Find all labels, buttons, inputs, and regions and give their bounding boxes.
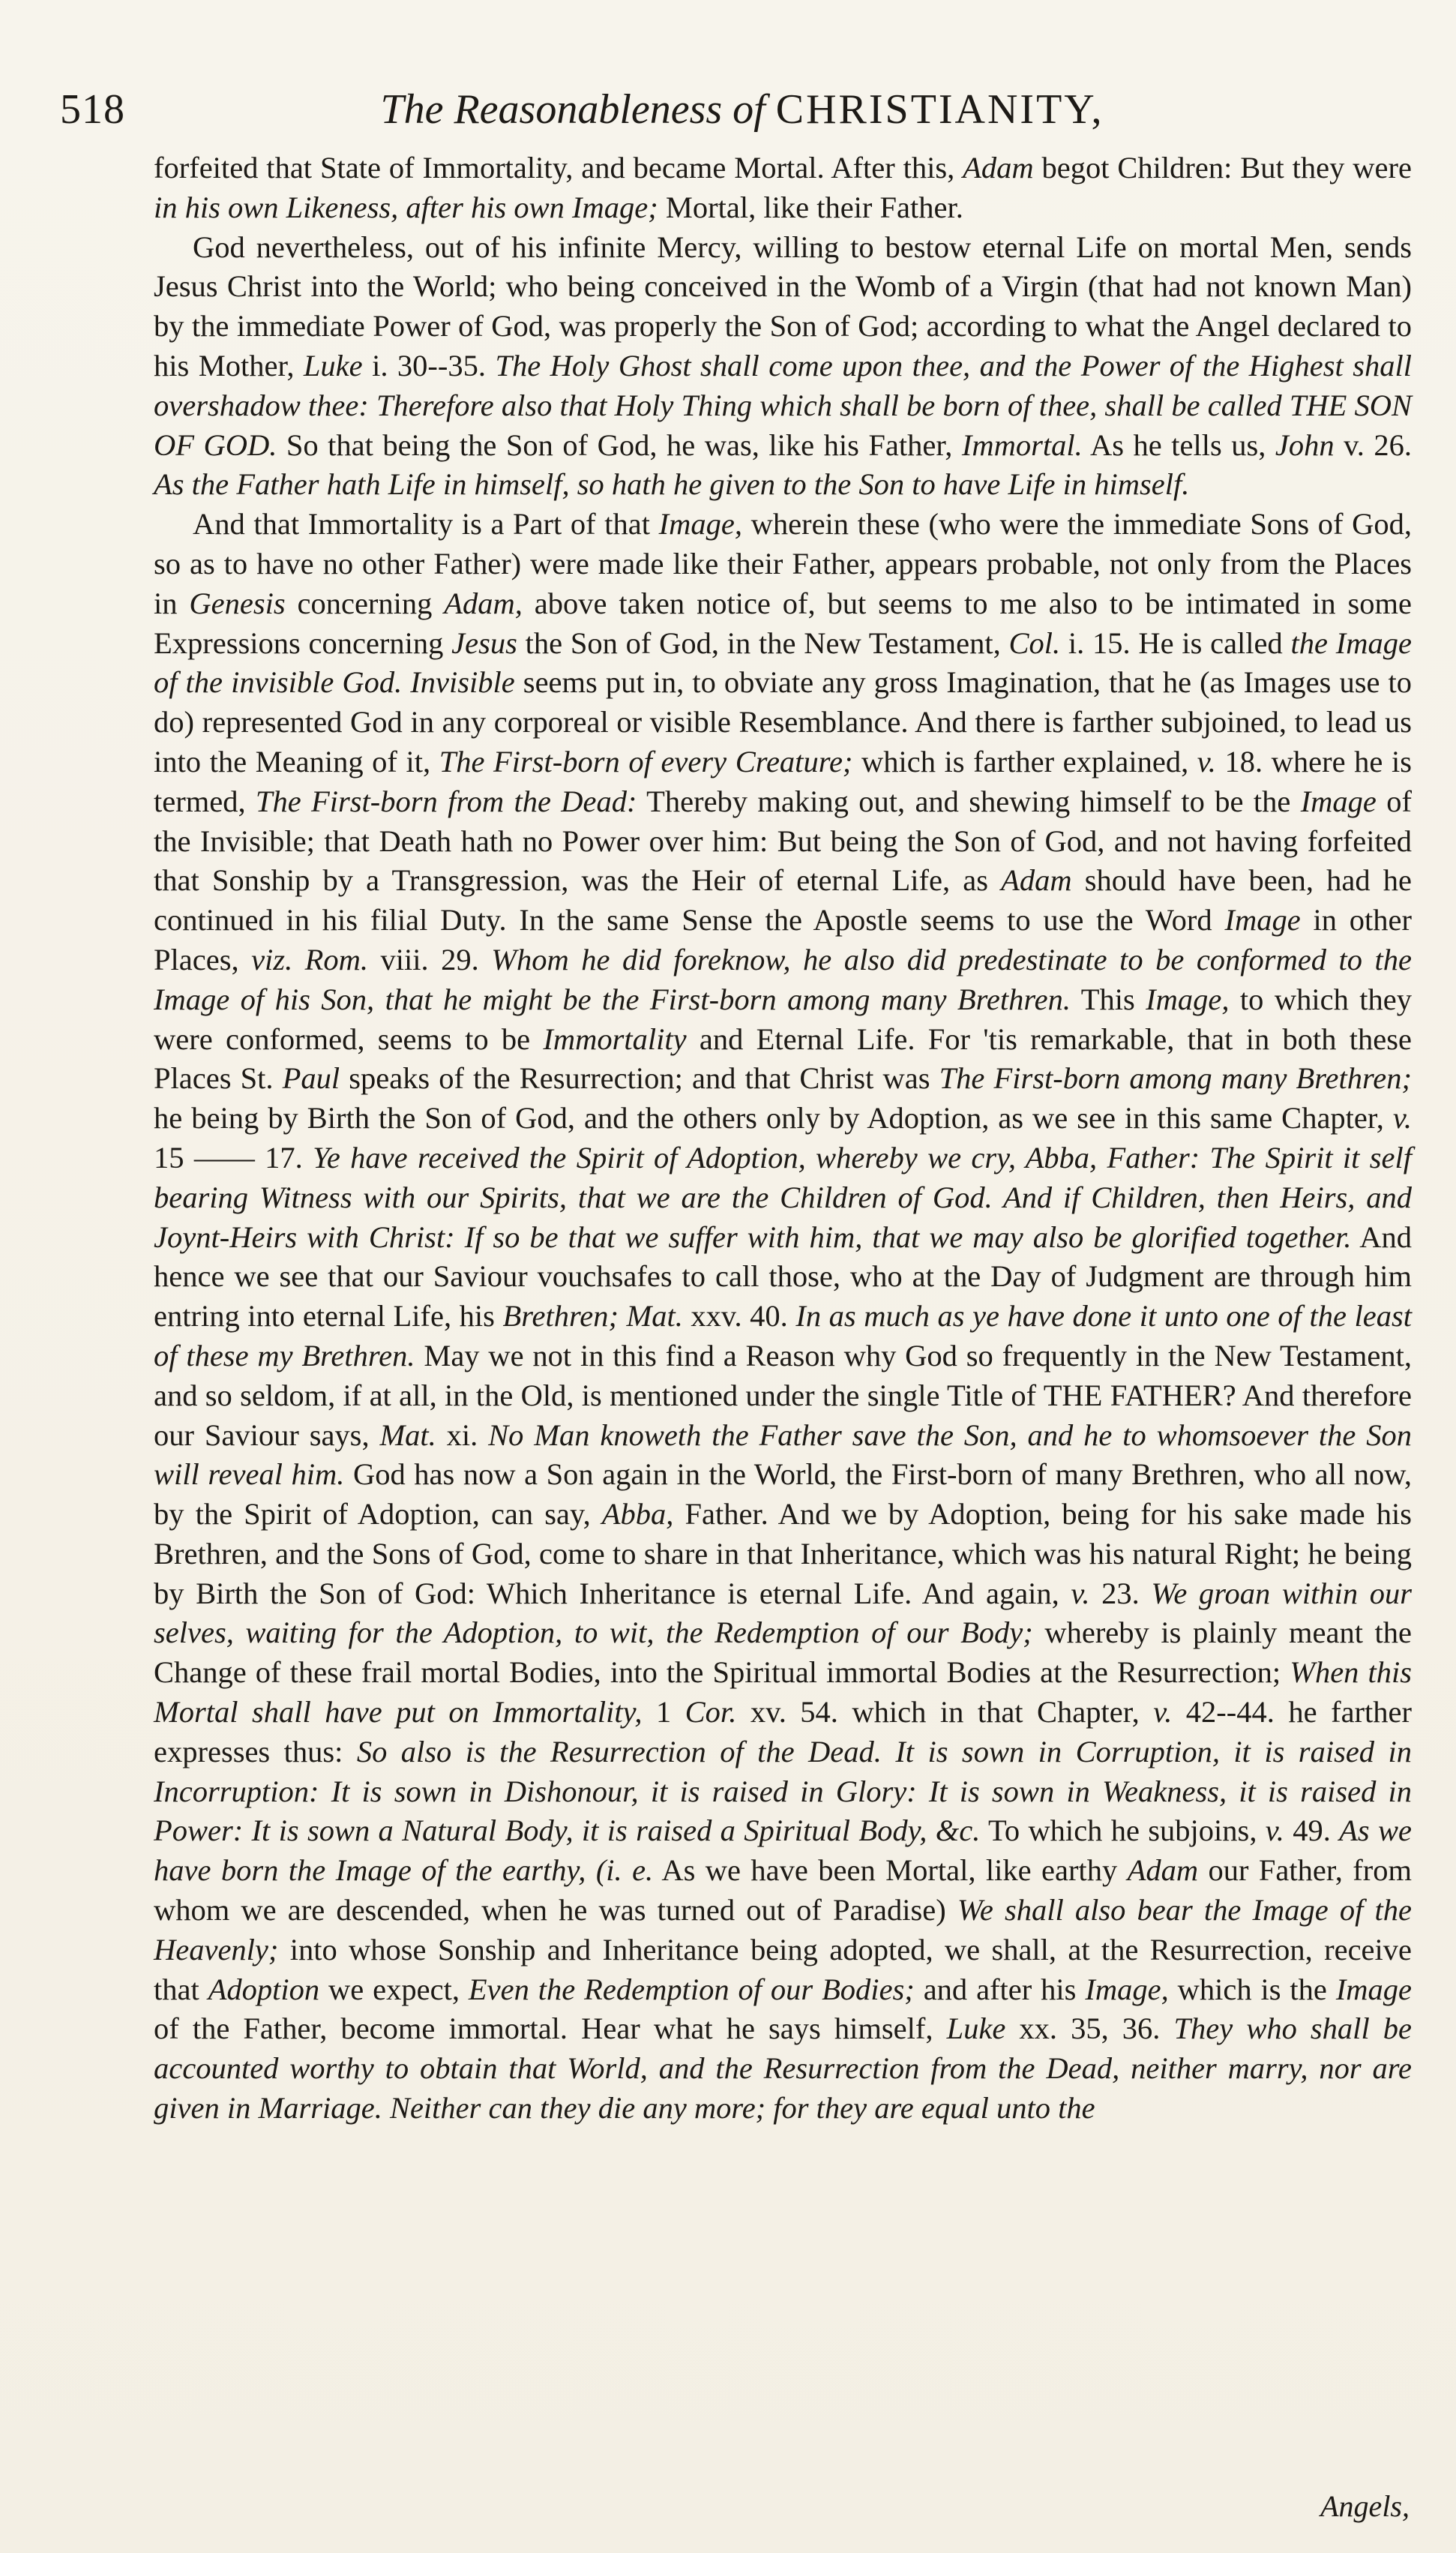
italic-text: Paul [282, 1061, 340, 1096]
italic-text: Immortal. [961, 428, 1083, 462]
text-run: 23. [1089, 1576, 1152, 1610]
text-run: wherein these (who were the immediate Sons of God, so as to have no other Father) were made like their Father, appears probable, not only from the Places in [154, 507, 1412, 620]
text-run: into whose Sonship and Inheritance being adopted, we shall, at the Resurrection, receive that [154, 1932, 1412, 2006]
italic-text: The First-born from the Dead: [255, 784, 637, 818]
italic-text: The First-born of every Creature; [439, 744, 853, 778]
text-run: above taken notice of, but seems to me also to be intimated in some Expressions concerning [154, 586, 1412, 660]
text-run: whereby is plainly meant the Change of these frail mortal Bodies, into the Spiritual immortal Bodies at the Resurrection; [154, 1616, 1412, 1690]
text-run: 49. [1284, 1814, 1340, 1848]
italic-text: Image [1224, 903, 1301, 938]
italic-text: Luke [303, 348, 363, 382]
text-run: xx. 35, 36. [1005, 2012, 1174, 2046]
italic-text: Even the Redemption of our Bodies; [468, 1972, 915, 2006]
italic-text: The Holy Ghost shall come upon thee, and the Power of the Highest shall overshadow thee: Therefore also that Holy Thing which shall be born of thee, shall be called THE SON OF GOD. [154, 348, 1412, 462]
running-head-caps: CHRISTIANITY, [775, 86, 1104, 133]
italic-text: v. [1153, 1695, 1173, 1730]
italic-text: Ye have received the Spirit of Adoption, whereby we cry, Abba, Father: The Spirit it self bearing Witness with our Spirits, that we are the Children of God. And if Children, then Heirs, and Joynt-Heirs with Christ: If so be that we suffer with him, that we may also be glorified together. [154, 1140, 1412, 1254]
text-run: Father. And we by Adoption, being for his sake made his Brethren, and the Sons of God, come to share in that Inheritance, which was his natural Right; he being by Birth the Son of God: Which Inheritance is eternal Life. And again, [154, 1497, 1412, 1610]
text-run: speaks of the Resurrection; and that Christ was [340, 1061, 939, 1096]
italic-text: Brethren; Mat. [502, 1299, 683, 1334]
italic-text: v. [1265, 1814, 1284, 1848]
italic-text: When this Mortal shall have put on Immortality, [154, 1655, 1412, 1730]
text-run: and Eternal Life. For 'tis remarkable, that in both these Places St. [154, 1022, 1412, 1096]
text-run: As we have been Mortal, like earthy [653, 1853, 1128, 1888]
italic-text: Adam [1127, 1853, 1199, 1888]
body-text [154, 148, 1412, 2128]
text-run: our Father, from whom we are descended, when he was turned out of Paradise) [154, 1853, 1412, 1928]
text-run: concerning [285, 586, 445, 620]
page-header [60, 82, 1425, 150]
text-run: which is farther explained, [852, 744, 1197, 778]
text-run: And hence we see that our Saviour vouchsafes to call those, who at the Day of Judgment are through him entring into eternal Life, his [154, 1220, 1413, 1334]
italic-text: v. [1197, 744, 1216, 778]
italic-text: Col. [1008, 626, 1061, 660]
italic-text: Mat. [379, 1418, 436, 1452]
italic-text: The First-born among many Brethren; [939, 1061, 1413, 1096]
text-run: and after his [914, 1972, 1086, 2006]
italic-text: in his own Likeness, after his own Image; [154, 190, 658, 224]
text-run: viii. 29. [368, 942, 492, 976]
text-run: 42--44. he farther expresses thus: [154, 1695, 1412, 1768]
italic-text: Adoption [208, 1972, 320, 2006]
text-run: Thereby making out, and shewing himself to be the [637, 784, 1301, 818]
text-run: 1 [642, 1695, 685, 1730]
text-run: which is the [1168, 1972, 1336, 2006]
text-run: As he tells us, [1082, 428, 1275, 462]
text-run: 15 —— 17. [154, 1140, 313, 1174]
text-run: the Son of God, in the New Testament, [517, 626, 1009, 660]
text-run: xv. 54. which in that Chapter, [736, 1695, 1154, 1730]
running-head-italic: The Reasonableness of [380, 86, 765, 133]
running-head [60, 86, 1425, 134]
italic-text: Adam [1001, 863, 1072, 898]
text-run: he being by Birth the Son of God, and the others only by Adoption, as we see in this same Chapter, [154, 1101, 1393, 1136]
text-run: i. 30--35. [362, 348, 496, 382]
italic-text: Image, [658, 507, 742, 542]
italic-text: Image [1300, 784, 1377, 818]
italic-text: v. [1392, 1101, 1412, 1136]
italic-text: They who shall be accounted worthy to obtain that World, and the Resurrection from the Dead, neither marry, nor are given in Marriage. Neither can they die any more; for they are equal unto the [154, 2012, 1413, 2126]
text-run: to which they were conformed, seems to be [154, 982, 1412, 1056]
text-run: xxv. 40. [682, 1299, 796, 1334]
text-run: May we not in this find a Reason why God so frequently in the New Testament, and so seldom, if at all, in the Old, is mentioned under the single Title of THE FATHER? And therefore our Saviour says, [154, 1338, 1412, 1452]
italic-text: Adam [963, 151, 1034, 184]
italic-text: v. [1071, 1576, 1090, 1610]
paragraph [154, 148, 1412, 228]
text-run: So that being the Son of God, he was, like his Father, [277, 428, 962, 462]
paragraph [154, 228, 1412, 506]
italic-text: We shall also bear the Image of the Heavenly; [154, 1893, 1412, 1966]
italic-text: As the Father hath Life in himself, so hath he given to the Son to have Life in himself. [154, 467, 1190, 502]
italic-text: In as much as ye have done it unto one of the least of these my Brethren. [154, 1299, 1412, 1372]
text-run: in other Places, [154, 903, 1412, 976]
italic-text: Cor. [685, 1695, 737, 1730]
italic-text: viz. Rom. [251, 942, 369, 976]
italic-text: We groan within our selves, waiting for the Adoption, to wit, the Redemption of our Body; [154, 1576, 1412, 1650]
text-run: God has now a Son again in the World, the First-born of many Brethren, who all now, by the Spirit of Adoption, can say, [154, 1457, 1412, 1532]
italic-text: So also is the Resurrection of the Dead. It is sown in Corruption, it is raised in Incorruption: It is sown in Dishonour, it is raised in Glory: It is sown in Weakness, it is raised in Power: It is sown a Natural Body, it is raised a Spiritual Body, &c. [154, 1734, 1412, 1848]
text-run: xi. [436, 1418, 489, 1452]
text-run: v. 26. [1334, 428, 1412, 462]
text-run: of the Invisible; that Death hath no Power over him: But being the Son of God, and not having forfeited that Sonship by a Transgression, was the Heir of eternal Life, as [154, 784, 1412, 898]
italic-text: the Image of the invisible God. Invisible [154, 626, 1412, 700]
text-run: we expect, [319, 1972, 469, 2006]
text-run: of the Father, become immortal. Hear what he says himself, [154, 2012, 947, 2046]
text-run: should have been, had he continued in his filial Duty. In the same Sense the Apostle seems to use the Word [154, 863, 1412, 938]
text-run: i. 15. He is called [1060, 626, 1291, 660]
italic-text: John [1275, 428, 1335, 462]
italic-text: Adam, [444, 586, 523, 620]
italic-text: Abba, [601, 1497, 674, 1532]
italic-text: Whom he did foreknow, he also did predestinate to be conformed to the Image of his Son, that he might be the First-born among many Brethren. [154, 942, 1412, 1016]
italic-text: No Man knoweth the Father save the Son, and he to whomsoever the Son will reveal him. [154, 1418, 1412, 1492]
text-run: 18. where he is termed, [154, 744, 1412, 818]
italic-text: Genesis [189, 586, 286, 620]
text-run: This [1071, 982, 1146, 1016]
text-run: forfeited that State of Immortality, and became Mortal. After this, [154, 151, 963, 184]
italic-text: Immortality [543, 1022, 687, 1056]
italic-text: Luke [946, 2012, 1006, 2046]
italic-text: Image, [1085, 1972, 1169, 2006]
italic-text: Image [1335, 1972, 1413, 2006]
text-run: seems put in, to obviate any gross Imagination, that he (as Images use to do) represented God in any corporeal or visible Resemblance. And there is farther subjoined, to lead us into the Meaning of it, [154, 665, 1412, 778]
italic-text: As we have born the Image of the earthy, (i. e. [154, 1814, 1412, 1888]
text-run: And that Immortality is a Part of that [193, 507, 659, 542]
paragraph [154, 505, 1412, 2128]
text-run: begot Children: But they were [1033, 151, 1412, 184]
page-number: 518 [60, 86, 125, 133]
text-run: To which he subjoins, [980, 1814, 1266, 1848]
text-run: Mortal, like their Father. [658, 190, 963, 224]
text-run: God nevertheless, out of his infinite Mercy, willing to bestow eternal Life on mortal Men, sends Jesus Christ into the World; who being conceived in the Womb of a Virgin (that had not known Man) by the immediate Power of God, was properly the Son of God; according to what the Angel declared to his Mother, [154, 230, 1412, 382]
catchword: Angels, [1320, 2489, 1410, 2523]
italic-text: Image, [1146, 982, 1230, 1016]
italic-text: Jesus [451, 626, 517, 660]
